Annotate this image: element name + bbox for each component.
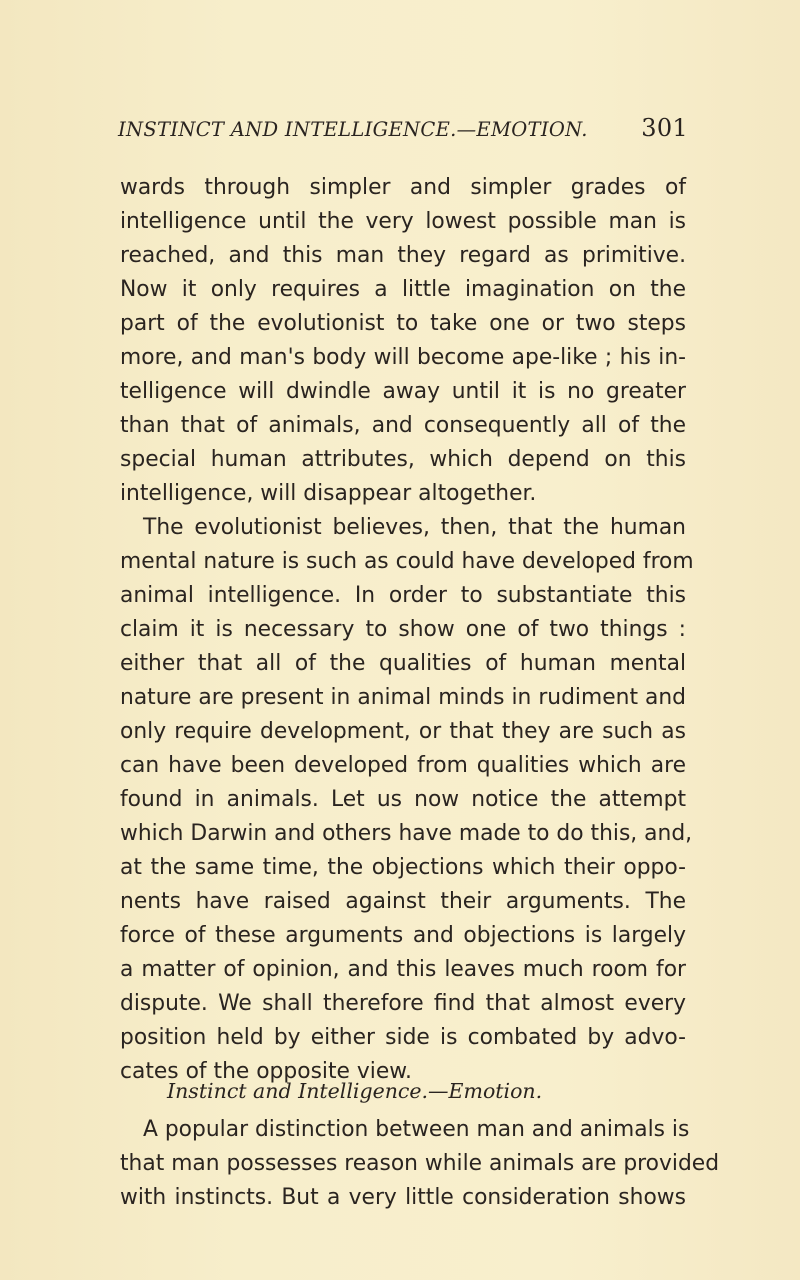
text-line: telligence will dwindle away until it is no greater <box>120 379 686 404</box>
text-line: either that all of the qualities of human mental <box>120 651 686 676</box>
page-number: 301 <box>641 114 688 142</box>
text-line: claim it is necessary to show one of two things : <box>120 617 686 642</box>
text-line: intelligence, will disappear altogether. <box>120 481 537 506</box>
text-line: at the same time, the objections which their oppo- <box>120 855 686 880</box>
text-line: wards through simpler and simpler grades of <box>120 175 686 200</box>
text-line: that man possesses reason while animals are provided <box>120 1151 720 1176</box>
text-line: only require development, or that they are such as <box>120 719 686 744</box>
text-line: which Darwin and others have made to do this, and, <box>120 821 693 846</box>
text-line: special human attributes, which depend on this <box>120 447 686 472</box>
text-line: found in animals. Let us now notice the attempt <box>120 787 686 812</box>
text-line: more, and man's body will become ape-like ; his in- <box>120 345 686 370</box>
text-line: part of the evolutionist to take one or two steps <box>120 311 686 336</box>
text-line: The evolutionist believes, then, that the human <box>143 515 686 540</box>
text-line: a matter of opinion, and this leaves much room for <box>120 957 686 982</box>
text-line: animal intelligence. In order to substantiate this <box>120 583 686 608</box>
text-line: reached, and this man they regard as primitive. <box>120 243 686 268</box>
text-line: Now it only requires a little imagination on the <box>120 277 686 302</box>
text-line: nents have raised against their arguments. The <box>120 889 686 914</box>
text-line: A popular distinction between man and animals is <box>143 1117 690 1142</box>
text-line: can have been developed from qualities which are <box>120 753 686 778</box>
running-head-title: INSTINCT AND INTELLIGENCE.—EMOTION. <box>118 118 588 141</box>
text-line: position held by either side is combated by advo- <box>120 1025 686 1050</box>
text-line: cates of the opposite view. <box>120 1059 412 1084</box>
text-line: with instincts. But a very little consideration shows <box>120 1185 686 1210</box>
text-line: than that of animals, and consequently all of the <box>120 413 686 438</box>
text-line: intelligence until the very lowest possible man is <box>120 209 686 234</box>
text-line: dispute. We shall therefore find that almost every <box>120 991 686 1016</box>
section-heading: Instinct and Intelligence.—Emotion. <box>167 1079 543 1103</box>
running-head <box>118 114 688 150</box>
text-line: force of these arguments and objections is largely <box>120 923 686 948</box>
text-line: nature are present in animal minds in rudiment and <box>120 685 686 710</box>
text-line: mental nature is such as could have developed from <box>120 549 694 574</box>
